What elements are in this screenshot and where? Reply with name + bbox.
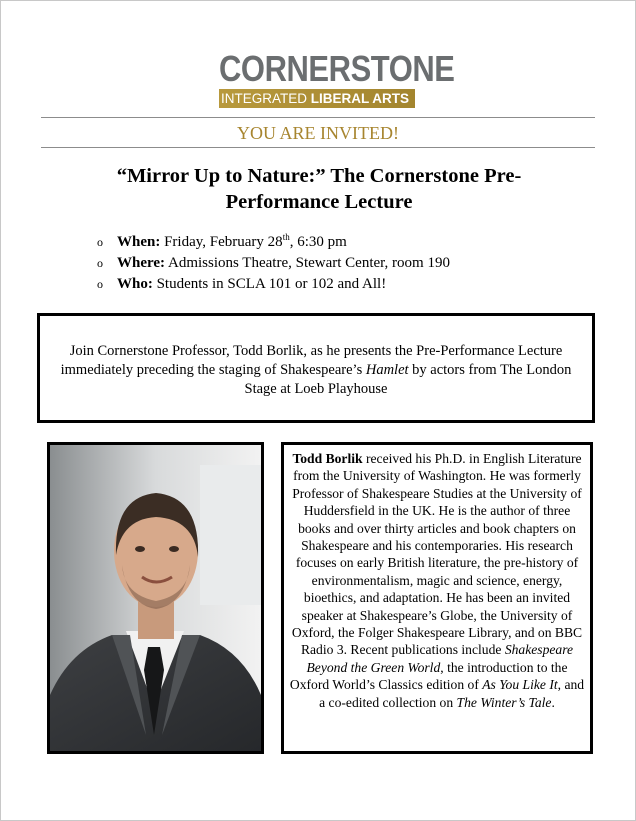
event-details-list (97, 227, 450, 295)
join-announcement-box (37, 313, 595, 423)
logo-band-liberal-arts: LIBERAL ARTS (310, 91, 410, 106)
who-value: Students in SCLA 101 or 102 and All! (156, 276, 387, 292)
who-label: Who: (117, 276, 153, 292)
when-time: , 6:30 pm (289, 234, 347, 250)
speaker-photo (47, 442, 264, 754)
logo-band (219, 89, 415, 108)
bullet: o (97, 277, 103, 291)
join-text-before: Join Cornerstone Professor, Todd Borlik, as he presents the Pre-Performance Lecture immediately preceding the staging of Shakespeare’s (60, 343, 563, 378)
join-play-title: Hamlet (365, 362, 409, 378)
where-label: Where: (117, 255, 166, 271)
top-divider (41, 117, 595, 118)
invited-heading: YOU ARE INVITED! (237, 123, 399, 143)
logo-band-integrated: INTEGRATED (221, 91, 308, 106)
bio-book-1: Shakespeare Beyond the Green World (306, 642, 574, 675)
when-suffix: th (282, 232, 290, 242)
bio-text-2: , the introduction to the Oxford World’s Classics edition of (289, 659, 568, 693)
speaker-bio-box (281, 442, 593, 754)
detail-when (97, 227, 450, 253)
logo-wordmark: CORNERSTONE (219, 48, 455, 89)
bio-text-1: received his Ph.D. in English Literature from the University of Washington. He was formerly Professor of Shakespeare Studies at the University of Huddersfield in the UK. He is the author of three books and over thirty articles and book chapters on Shakespeare and his contemporaries. His research focuses on early British literature, the pre-history of environmentalism, magic and science, energy, bioethics, and adaptation. He has been an invited speaker at Shakespeare’s Globe, the University of Oxford, the Folger Shakespeare Library, and on BBC Radio 3. Recent publications include (291, 451, 583, 658)
bullet: o (97, 235, 103, 249)
bottom-divider (41, 147, 595, 148)
lecture-title: “Mirror Up to Nature:” The Cornerstone Pre-Performance Lecture (116, 165, 522, 213)
bio-book-3: The Winter’s Tale (456, 694, 552, 710)
cornerstone-logo (219, 48, 455, 108)
detail-who (97, 274, 450, 295)
speaker-portrait-graphic (50, 445, 261, 751)
bio-book-2: As You Like It (482, 677, 558, 693)
bio-text-3: , and a co-edited collection on (319, 677, 585, 710)
bio-text-4: . (551, 694, 555, 710)
when-value: Friday, February 28 (164, 234, 283, 250)
detail-where (97, 253, 450, 274)
bio-name: Todd Borlik (292, 451, 363, 466)
when-label: When: (117, 234, 161, 250)
bullet: o (97, 256, 103, 270)
join-text-after: by actors from The London Stage at Loeb Playhouse (244, 362, 572, 397)
where-value: Admissions Theatre, Stewart Center, room 190 (167, 255, 450, 271)
